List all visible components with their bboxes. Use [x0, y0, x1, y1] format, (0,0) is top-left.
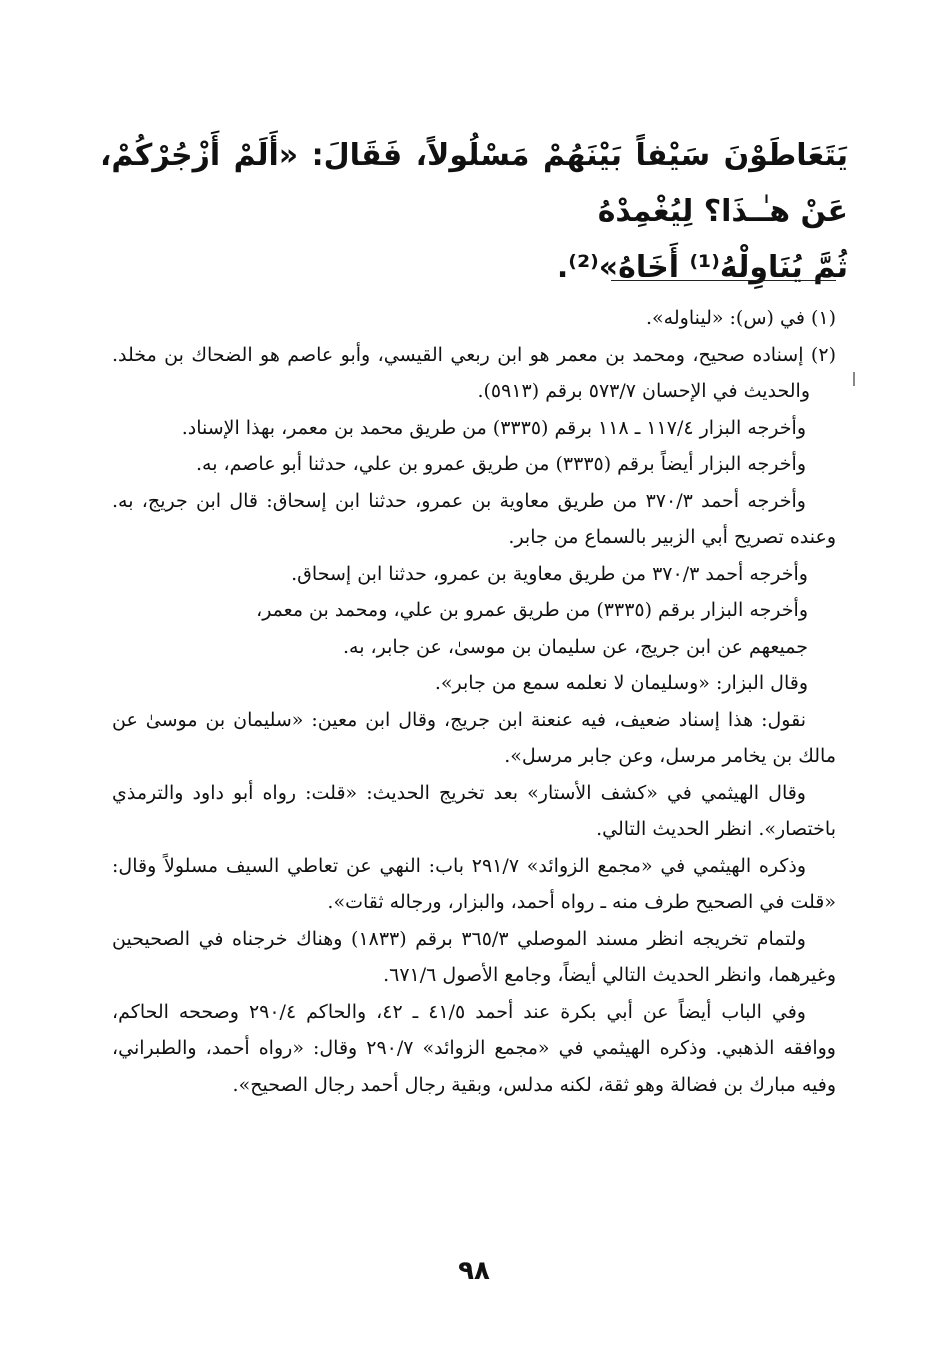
hadith-text	[100, 128, 848, 296]
footnote-paragraph: وقال البزار: «وسليمان لا نعلمه سمع من جابر».	[434, 672, 808, 694]
footnote-paragraph: وذكره الهيثمي في «مجمع الزوائد» ٢٩١/٧ باب: النهي عن تعاطي السيف مسلولاً وقال: «قلت في الصحيح طرف منه ـ رواه أحمد، والبزار، ورجاله ثقات».	[112, 854, 836, 913]
footnote-paragraph: وأخرجه البزار برقم (٣٣٣٥) من طريق عمرو بن علي، ومحمد بن معمر،	[256, 599, 808, 621]
footnote-paragraph: وأخرجه البزار أيضاً برقم (٣٣٣٥) من طريق عمرو بن علي، حدثنا أبو عاصم، به.	[195, 453, 806, 475]
footnote-separator	[611, 280, 836, 281]
footnote-paragraph: جميعهم عن ابن جريج، عن سليمان بن موسىٰ، عن جابر، به.	[342, 635, 808, 658]
footnotes	[112, 300, 836, 1103]
footnote-paragraph: ولتمام تخريجه انظر مسند الموصلي ٣٦٥/٣ برقم (١٨٣٣) وهناك خرجناه في الصحيحين وغيرهما، وانظر الحديث التالي أيضاً، وجامع الأصول ٦٧١/٦.	[112, 927, 836, 986]
hadith-line-1: يَتَعَاطَوْنَ سَيْفاً بَيْنَهُمْ مَسْلُولاً، فَقَالَ: «أَلَمْ أَزْجُرْكُمْ، عَنْ هـٰـذَا؟ لِيُغْمِدْهُ	[100, 138, 848, 229]
page-number: ٩٨	[458, 1256, 490, 1286]
footnote-paragraph: وفي الباب أيضاً عن أبي بكرة عند أحمد ٤١/٥ ـ ٤٢، والحاكم ٢٩٠/٤ وصححه الحاكم، ووافقه الذهبي. وذكره الهيثمي في «مجمع الزوائد» ٢٩٠/٧ وقال: «رواه أحمد، والطبراني، وفيه مبارك بن فضالة وهو ثقة، لكنه مدلس، وبقية رجال أحمد رجال الصحيح».	[112, 1000, 836, 1096]
footnote-1: (١) في (س): «ليناوله».	[646, 307, 836, 329]
footnote-paragraph: وأخرجه أحمد ٣٧٠/٣ من طريق معاوية بن عمرو، حدثنا ابن إسحاق.	[291, 562, 808, 585]
scan-mark	[853, 372, 855, 386]
footnote-paragraph: وأخرجه البزار ١١٧/٤ ـ ١١٨ برقم (٣٣٣٥) من طريق محمد بن معمر، بهذا الإسناد.	[181, 416, 806, 439]
footnote-2: (٢) إسناده صحيح، ومحمد بن معمر هو ابن ربعي القيسي، وأبو عاصم هو الضحاك بن مخلد. والحديث في الإحسان ٥٧٣/٧ برقم (٥٩١٣).	[112, 343, 836, 402]
footnote-paragraph: وقال الهيثمي في «كشف الأستار» بعد تخريج الحديث: «قلت: رواه أبو داود والترمذي باختصار». انظر الحديث التالي.	[112, 781, 836, 840]
footnote-paragraph: وأخرجه أحمد ٣٧٠/٣ من طريق معاوية بن عمرو، حدثنا ابن إسحاق: قال ابن جريج، به. وعنده تصريح أبي الزبير بالسماع من جابر.	[112, 489, 836, 548]
hadith-line-2: ثُمَّ يُنَاوِلْهُ⁽¹⁾ أَخَاهُ»⁽²⁾.	[556, 250, 848, 285]
footnote-paragraph: نقول: هذا إسناد ضعيف، فيه عنعنة ابن جريج، وقال ابن معين: «سليمان بن موسىٰ عن مالك بن يخامر مرسل، وعن جابر مرسل».	[112, 708, 836, 767]
